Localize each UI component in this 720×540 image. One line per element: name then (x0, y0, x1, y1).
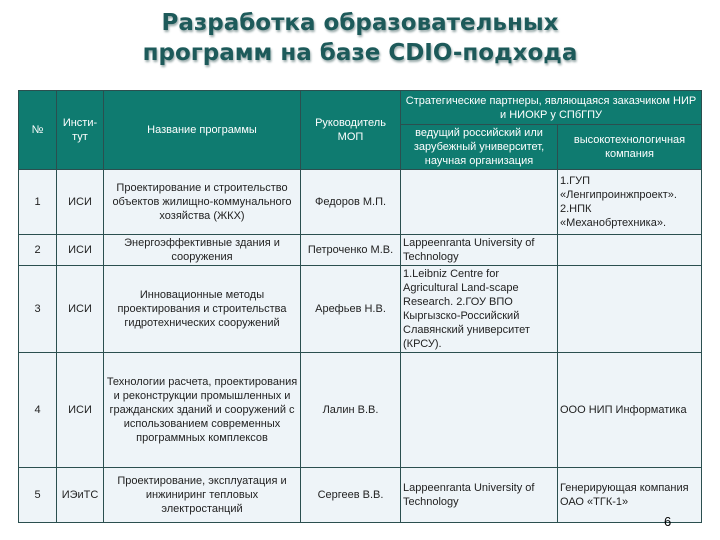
cell-university (401, 170, 558, 235)
cell-head: Сергеев В.В. (301, 468, 401, 523)
header-program-name: Название программы (104, 91, 301, 170)
cell-institute: ИЭиТС (57, 468, 104, 523)
cell-num: 4 (19, 353, 57, 468)
cell-company: Генерирующая компания ОАО «ТГК-1» (558, 468, 702, 523)
header-institute: Инсти-тут (57, 91, 104, 170)
cell-university: Lappeenranta University of Technology (401, 468, 558, 523)
header-partners: Стратегические партнеры, являющаяся заказчиком НИР и НИОКР у СПбГПУ (401, 91, 702, 125)
cell-university (401, 353, 558, 468)
header-head: Руководитель МОП (301, 91, 401, 170)
cell-company: 1.ГУП «Ленгипроинжпроект». 2.НПК «Механобртехника». (558, 170, 702, 235)
table-row (19, 235, 702, 266)
cell-institute: ИСИ (57, 235, 104, 266)
slide-title (0, 8, 720, 68)
cell-head: Лалин В.В. (301, 353, 401, 468)
cell-institute: ИСИ (57, 353, 104, 468)
page-number: 6 (664, 514, 672, 529)
programs-table (18, 90, 702, 523)
cell-program-name: Проектирование и строительство объектов жилищно-коммунального хозяйства (ЖКХ) (104, 170, 301, 235)
header-university: ведущий российский или зарубежный университет, научная организация (401, 125, 558, 170)
cell-head: Арефьев Н.В. (301, 266, 401, 353)
cell-num: 1 (19, 170, 57, 235)
cell-institute: ИСИ (57, 170, 104, 235)
cell-program-name: Проектирование, эксплуатация и инжиниринг тепловых электростанций (104, 468, 301, 523)
header-company: высокотехнологичная компания (558, 125, 702, 170)
cell-university: 1.Leibniz Centre for Agricultural Land-scape Research. 2.ГОУ ВПО Кыргызско-Российский Славянский университет (КРСУ). (401, 266, 558, 353)
table-row (19, 353, 702, 468)
cell-institute: ИСИ (57, 266, 104, 353)
title-line-2: программ на базе CDIO-подхода (142, 40, 578, 66)
cell-university: Lappeenranta University of Technology (401, 235, 558, 266)
table-row (19, 266, 702, 353)
title-line-1: Разработка образовательных (161, 10, 559, 36)
table-row (19, 170, 702, 235)
cell-head: Федоров М.П. (301, 170, 401, 235)
table-row (19, 468, 702, 523)
cell-num: 5 (19, 468, 57, 523)
cell-num: 3 (19, 266, 57, 353)
cell-num: 2 (19, 235, 57, 266)
header-num: № (19, 91, 57, 170)
cell-company: ООО НИП Информатика (558, 353, 702, 468)
cell-company (558, 235, 702, 266)
cell-program-name: Энергоэффективные здания и сооружения (104, 235, 301, 266)
cell-program-name: Инновационные методы проектирования и строительства гидротехнических сооружений (104, 266, 301, 353)
cell-program-name: Технологии расчета, проектирования и реконструкции промышленных и гражданских зданий и сооружений с использованием современных программных комплексов (104, 353, 301, 468)
cell-head: Петроченко М.В. (301, 235, 401, 266)
cell-company (558, 266, 702, 353)
